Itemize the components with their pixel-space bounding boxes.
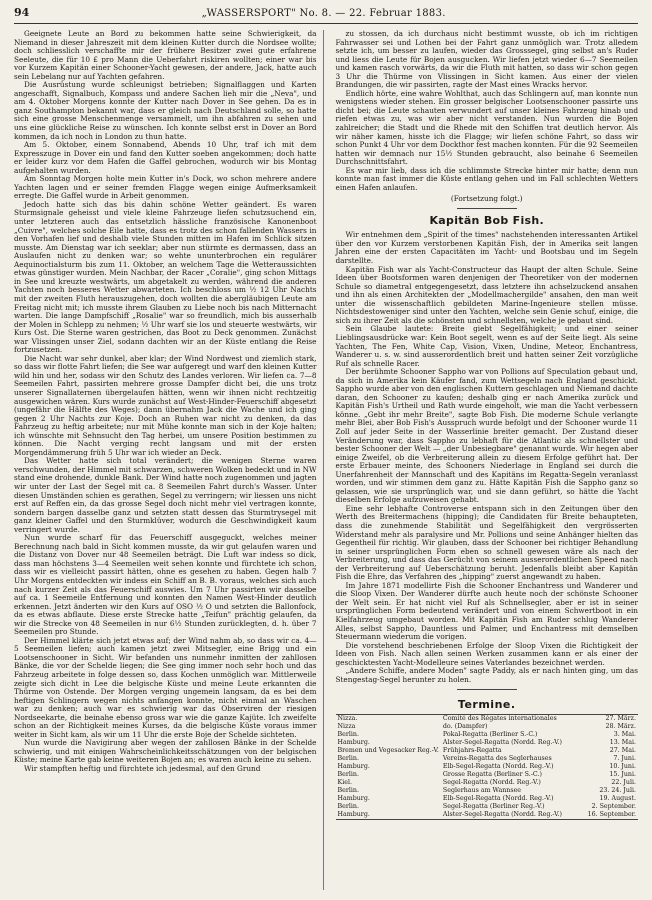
paragraph: Nun wurde scharf für das Feuerschiff ausgeguckt, welches meiner Berechnung nach bald in Sicht kommen musste, da wir gut gelaufen waren und die Distanz von Dover nur 48 Seemeilen beträgt. Die Luft war indess so dick, dass man höchstens 3—4 Seemeilen weit sehen konnte und fürchtete ich schon, dass wir es vielleicht passirt hätten, ohne es gesehen zu haben. Gegen halb 7 Uhr Morgens entdeckten wir indess ein Schiff an B. B. voraus, welches sich auch nach kurzer Zeit als das Feuerschiff auswies. Um 7 Uhr passirten wir dasselbe auf ca. 1 Seemeile Entfernung und konnten den Namen West-Hinder deutlich erkennen. Jetzt änderten wir den Kurs auf OSO ½ O und setzten die Ballonfock, da es etwas abflaute. Diese erste Strecke hatte „Teifun" prächtig gelaufen, da wir die Strecke von 48 Seemeilen in nur 6½ Stunden zurücklegten, d. h. über 7 Seemeilen pro Stunde. [14, 533, 317, 637]
paragraph: Am Sonntag Morgen holte mein Kutter in's Dock, wo schon mehrere andere Yachten lagen und er seiner fremden Flagge wegen einige Aufmerksamkeit erregte. Die Gaffel wurde in Arbeit genommen. [14, 174, 317, 201]
section-divider [457, 689, 517, 690]
termine-place: Bremen und Vegesacker Reg.-V. [337, 747, 439, 755]
termine-event: Segel-Regatta (Nordd. Reg.-V.) [442, 779, 541, 787]
paragraph: Wir entnehmen dem „Spirit of the times" nachstehenden interessanten Artikel über den vor Kurzem verstorbenen Kapitän Fish, der in Amerika seit langen Jahren eine der ersten Capacitäten im Yacht- und Bootsbau und im Segeln darstellte. [335, 230, 638, 266]
termine-date: 15. Juni. [609, 771, 636, 779]
termine-event: Elb-Segel-Regatta (Nordd. Reg.-V.) [442, 795, 554, 803]
paragraph: Im Jahre 1871 modellirte Fish die Schooner Enchantress und Wanderer und die Sloop Vixen. Der Wanderer dürfte auch heute noch der schönste Schooner der Welt sein. Er hat nicht viel Ruf als Schnellsegler, aber er ist in seiner ursprünglichen Form bedeutend verändert und von einem Schwertboot in ein Kielfahrzeug umgebaut worden. Mit Kapitän Fish am Ruder schlug Wanderer Alles, selbst Sappho, Dauntless und Palmer, und Enchantress mit demselben Steuermann wiederum die vorigen. [335, 580, 638, 642]
paragraph: Die Ausrüstung wurde schleunigst betrieben; Signalflaggen und Karten angeschafft, Signalbuch, Kompass und andere Sachen lieh mir die „Neva", und am 4. Oktober Morgens konnte der Kutter nach Dover in See gehen. Da es in ganz Southampton bekannt war, dass er gleich nach Deutschland solle, so hatte sich eine grosse Menschenmenge versammelt, um ihn abfahren zu sehen und uns eine glückliche Reise zu wünschen. Ich konnte selbst erst in Dover an Bord kommen, da ich noch in London zu thun hatte. [14, 80, 317, 141]
paragraph: Es war mir lieb, dass ich die schlimmste Strecke hinter mir hatte; denn nun konnte man fast immer die Küste entlang gehen und im Fall schlechten Wetters einen Hafen anlaufen. [335, 165, 638, 192]
termine-date: 10. Juni. [609, 763, 636, 771]
termine-date: 2. September. [591, 803, 636, 811]
termine-date: 22. Juli. [611, 779, 636, 787]
page-number: 94 [14, 6, 30, 19]
termine-row [336, 723, 639, 731]
termine-event: Elb-Segel-Regatta (Nordd. Reg.-V.) [442, 763, 554, 771]
termine-row [336, 731, 639, 739]
termine-place: Berlin. [337, 755, 359, 763]
termine-table [336, 714, 639, 820]
termine-row [336, 771, 639, 779]
termine-place: Berlin. [337, 731, 359, 739]
termine-place: Hamburg. [337, 739, 370, 747]
paragraph: Kapitän Fish war als Yacht-Constructeur das Haupt der alten Schule. Seine Ideen über Bootsformen waren denjenigen der Theoretiker von der modernen Schule so diametral entgegengesetzt, dass letztere ihn achselzuckend ansahen und ihn als einen Architekten der „Modellmachergilde" ansahen, den man weit unter die wissenschaftlich gebildeten Marine-Ingenieure stellen müsse. Nichtsdestoweniger sind unter den Yachten, welche sein Genie schuf, einige, die sich zu ihrer Zeit als die schönsten und schnellsten, welche je gebaut sind. [335, 264, 638, 325]
paragraph: Wir stampften heftig und fürchtete ich jedesmal, auf den Grund [24, 764, 261, 774]
journal-header: „WASSERSPORT" No. 8. — 22. Februar 1883. [201, 8, 446, 19]
termine-date: 13. Mai. [609, 739, 636, 747]
termine-event: Vereins-Regatta des Seglerhauses [442, 755, 552, 763]
article-title: Kapitän Bob Fish. [429, 214, 545, 228]
paragraph: „Andere Schiffe, andere Moden" sagte Paddy, als er nach hinten ging, um das Stengestag-Segel herunter zu holen. [335, 666, 638, 684]
termine-row [336, 715, 639, 724]
termine-row [336, 747, 639, 755]
termine-place: Berlin. [337, 803, 359, 811]
termine-place: Berlin. [337, 787, 359, 795]
termine-event: Alster-Segel-Regatta (Nordd. Reg.-V.) [442, 739, 563, 747]
paragraph: zu stossen, da ich durchaus nicht bestimmt wusste, ob ich im richtigen Fahrwasser sei und Lothen bei der Fahrt ganz unmöglich war. Trotz alledem setzte ich, um besser zu laufen, wieder das Grosssegel, ging selbst an's Ruder und liess die Leute für Bojen ausgucken. Wir liefen jetzt wieder 6—7 Seemeilen und kamen rasch vorwärts, da wir die Fluth mit hatten, so dass wir schon gegen 3 Uhr die Thürme von Vlissingen in Sicht kamen. Aus einer der vielen Brandungen, die wir passirten, ragte der Mast eines Wracks hervor. [335, 30, 638, 90]
termine-place: Nizza [337, 723, 356, 731]
paragraph: Das Wetter hatte sich total verändert; die wenigen Sterne waren verschwunden, der Himmel mit schwarzen, schweren Wolken bedeckt und in NW stand eine drohende, dunkle Bank. Der Wind hatte noch zugenommen und jagten wir unter der Last der Segel mit ca. 8 Seemeilen Fahrt durch's Wasser. Unter diesen Umständen schien es gerathen, Segel zu verringern; wir liessen uns nicht erst auf Reffen ein, da das grosse Segel doch nicht mehr viel vertragen konnte, sondern bargen dasselbe ganz und setzten statt dessen das Sturmtrysegel mit ganz kleiner Gaffel und den Sturmklüver, wodurch die Geschwindigkeit kaum verringert wurde. [14, 456, 317, 534]
paragraph: Sein Glaube lautete: Breite giebt Segelfähigkeit; und einer seiner Lieblingsausdrücke war: Kein Boot segelt, wenn es auf der Seite liegt. Als seine Yachten, The Fen, White Cap, Vision, Vixen, Undine, Meteor, Enchantress, Wanderer u. s. w. sind ausserordentlich breit und hatten seiner Zeit vorzügliche Ruf als schnelle Racer. [335, 324, 638, 368]
paragraph: Geeignete Leute an Bord zu bekommen hatte seine Schwierigkeit, da Niemand in dieser Jahreszeit mit dem kleinen Kutter durch die Nordsee wollte; doch schliesslich verschaffte mir der frühere Besitzer zwei gute erfahrene Seeleute, die für 10 £ pro Mann die Ueberfahrt riskiren wollten; einer war bis vor Kurzem Kapitän einer Schooner-Yacht gewesen, der andere, Jack, hatte auch sein Lebelang nur auf Yachten gefahren. [14, 30, 317, 81]
paragraph: Die vorstehend beschriebenen Erfolge der Sloop Vixen die Richtigkeit der Ideen von Fish. Nach allen seinen Werken zusammen kann er als einer der geschicktesten Yacht-Modelleure seines Vaterlandes bezeichnet werden. [335, 640, 638, 667]
termine-event: Frühjahrs-Regatta [442, 747, 502, 755]
paragraph: Nun wurde die Navigirung aber wegen der zahllosen Bänke in der Schelde schwierig, und mit einigen Wahrscheinlichkeitsschätzungen von der belgischen Küste; meine Karte gab keine weiteren Bojen an; es waren auch keine zu sehen. [14, 738, 317, 765]
termine-date: 3. Mai. [613, 731, 636, 739]
termine-event: do. (Dampfer) [442, 723, 488, 731]
termine-date: 7. Juni. [613, 755, 636, 763]
paragraph: Eine sehr lebhafte Controverse entspann sich in den Zeitungen über den Werth des Breitermachens (hipping); die Candidaten für Breite behaupteten, dass die zunehmende Stabilität und Segelfähigkeit den vergrösserten Widerstand mehr als paralysire und Mr. Pollions und seine Anhänger hielten das Gegentheil für richtig. Wir glauben, dass der Schooner bei richtiger Behandlung in seiner ursprünglichen Form eben so schnell gewesen wäre als nach der Verbreiterung, und dass das Gerücht von seinem ausserordentlichen Speed nach der Verbreiterung auf Ueberschätzung beruht. Jedenfalls bleibt aber Kapitän Fish die Ehre, das Verfahren des „hipping" zuerst angewandt zu haben. [335, 503, 638, 582]
termine-place: Nizza. [337, 715, 358, 723]
termine-row [336, 739, 639, 747]
section-divider [457, 208, 517, 209]
paragraph: Jedoch hatte sich das bis dahin schöne Wetter geändert. Es waren Sturmsignale geheisst und viele kleine Fahrzeuge liefen schutzsuchend ein, unter letzteren auch das entsetzlich hässliche französische Kanonenboot „Cuivre", welches solche Eile hatte, dass es trotz des schon fallenden Wassers in den Vorhafen lief und deshalb viele Stunden mitten im Hafen im Schlick sitzen musste. Am Dienstag war ich seeklar; aber nun stürmte es dermassen, dass an Auslaufen nicht zu denken war; so wehte ununterbrochen ein regulärer Aequinoctialsturm bis zum 11. Oktober, an welchem Tage die Wetteraussichten etwas günstiger wurden. Mein Nachbar, der Racer „Coralie", ging schon Mittags in See und kreuzte westwärts, um abgetakelt zu werden, während die anderen Yachten noch besseres Wetter abwarteten. Ich beschloss um ½ 12 Uhr Nachts mit der zweiten Fluth herauszugehen, doch wollten die abergläubigen Leute am Freitag nicht mit; ich musste ihrem Glauben zu Liebe noch bis nach Mitternacht warten. Die lange Dampfschiff „Rosalie" war so freundlich, mich bis ausserhalb der Molen in Schlepp zu nehmen; ½ Uhr warf sie los und steuerte westwärts, wir Kurs Ost. Die Sterne waren gestrichen, das Boot zu Deck genommen. Zunächst war Vlissingen unser Ziel, sodann dachten wir an der Küste entlang die Reise fortzusetzen. [14, 199, 317, 355]
termine-row [336, 787, 639, 795]
termine-date: 19. August. [599, 795, 636, 803]
termine-event: Alster-Segel-Regatta (Nordd. Reg.-V.) [442, 811, 563, 819]
termine-place: Berlin. [337, 771, 359, 779]
termine-row [336, 763, 639, 771]
termine-event: Segel-Regatta (Berliner Reg.-V.) [442, 803, 545, 811]
termine-place: Hamburg. [337, 795, 370, 803]
termine-place: Hamburg. [337, 763, 370, 771]
termine-event: Pokal-Regatta (Berliner S.-C.) [442, 731, 538, 739]
termine-row [336, 779, 639, 787]
page-header [14, 6, 638, 20]
termine-event: Comité des Régates internationales [442, 715, 557, 723]
paragraph: Am 5. Oktober, einem Sonnabend, Abends 10 Uhr, traf ich mit dem Expresszuge in Dover ein und fand den Kutter soeben angekommen; doch hatte er leider kurz vor dem Hafen die Gaffel gebrochen, wodurch wir bis Montag aufgehalten wurden. [14, 140, 317, 175]
termine-row [336, 803, 639, 811]
termine-row [336, 811, 639, 820]
termine-date: 27. Mai. [609, 747, 636, 755]
termine-event: Seglerhaus am Wannsee [442, 787, 522, 795]
termine-place: Kiel. [337, 779, 352, 787]
right-column [334, 30, 639, 890]
termine-date: 16. September. [587, 811, 636, 819]
paragraph: Der Himmel klärte sich jetzt etwas auf; der Wind nahm ab, so dass wir ca. 4—5 Seemeilen liefen; auch kamen jetzt zwei Mitsegler, eine Brigg und ein Lootsenschooner in Sicht. Wir befanden uns nunmehr inmitten der zahllosen Bänke, die vor der Schelde liegen; die See ging immer noch sehr hoch und das Fahrzeug arbeitete in folge dessen so, dass Kochen unmöglich war. Mittlerweile zeigte sich dicht in Lee die belgische Küste und meine Leute erkannten die Thürme von Ostende. Der Morgen verging ungemein langsam, da es bei dem heftigen Schlingern wegen nichts anfangen konnte, nicht einmal an Waschen war zu denken; auch war es schwierig war das Observiren der riesigen Nordseekarte, die beinahe ebenso gross war wie die ganze Kajüte. Ich zweifelte schon an der Richtigkeit meines Kurses, da die belgische Küste voraus immer weiter in Sicht kam, als wir um 11 Uhr die erste Boje der Schelde sichteten. [14, 635, 317, 739]
termine-date: 27. März. [605, 715, 636, 723]
termine-row [336, 755, 639, 763]
termine-row [336, 795, 639, 803]
continuation-note: (Fortsetzung folgt.) [450, 194, 523, 204]
header-rule [14, 23, 638, 24]
paragraph: Endlich hörte, eine wahre Wohlthat, auch das Schlingern auf, man konnte nun wenigstens wieder stehen. Ein grosser belgischer Lootsenschooner passirte uns dicht bei; die Leute schauten verwundert auf unser kleines Fahrzeug hinab und riefen etwas zu, was wir aber nicht verstanden. Nun wurden die Bojen zahlreicher; die Stadt und die Rhede mit den Schiffen trat deutlich hervor. Als wir näher kamen, hisste ich die Flagge; wir liefen schöne Fahrt, so dass wir schon Punkt 4 Uhr vor dem Dockthor fest machen konnten. Für die 92 Seemeilen hatten wir demnach nur 15½ Stunden gebraucht, also beinahe 6 Seemeilen Durchschnittsfahrt. [335, 88, 638, 167]
paragraph: Der berühmte Schooner Sappho war von Pollions auf Speculation gebaut und, da sich in Amerika kein Käufer fand, zum Wettsegeln nach England geschickt. Sappho wurde aber von den englischen Kuttern geschlagen und Niemand dachte daran, den Schooner zu kaufen; deshalb ging er nach Amerika zurück und Kapitän Fish's Urtheil und Rath wurde eingeholt, wie man die Yacht verbessern könne. „Gebt ihr mehr Breite", sagte Bob Fish. Die moderne Schule verlangte mehr Blei, aber Bob Fish's Ausspruch wurde befolgt und der Schooner wurde 11 Zoll auf jeder Seite in der Wasserlinie breiter gemacht. Der Zustand dieser Veränderung war, dass Sappho zu lebhaft für die Atlantic als schnellster und bester Schooner der Welt — „der Unbesiegbare" genannt wurde. Wir hegen aber einige Zweifel, ob die Verbreiterung allein zu diesem Erfolge geführt hat. Der erste Erbauer meinte, des Schooners Niederlage in England sei durch die Unerfahrenheit der Mannschaft und des Kapitäns im Regatta-Segeln veranlasst worden, und wir stimmen dem ganz zu. Hätte Kapitän Fish die Sappho ganz so gelassen, wie sie ursprünglich war, und sie dann geführt, so hätte die Yacht dieselben Erfolge aufzuweisen gehabt. [335, 367, 638, 505]
termine-date: 23. 24. Juli. [599, 787, 636, 795]
termine-place: Hamburg. [337, 811, 370, 819]
termine-title: Termine. [457, 698, 516, 712]
left-column [14, 30, 324, 890]
termine-date: 28. März. [605, 723, 636, 731]
termine-event: Grosse Regatta (Berliner S.-C.) [442, 771, 542, 779]
paragraph: Die Nacht war sehr dunkel, aber klar; der Wind Nordwest und ziemlich stark, so dass wir flotte Fahrt liefen; die See war aufgeregt und warf den kleinen Kutter wild hin und her, sodass wir den Schutz des Landes verloren. Wir liefen ca. 7—8 Seemeilen Fahrt, passirten mehrere grosse Dampfer dicht bei, die uns trotz unserer Signallaternen übergelaufen hätten, wenn wir ihnen nicht rechtzeitig ausgewichen wären. Kurs wurde zunächst auf West-Hinder-Feuerschiff abgesetzt (ungefähr die Hälfte des Weges); dann übernahm Jack die Wache und ich ging gegen 2 Uhr Nachts zur Koje. Doch an Ruhen war nicht zu denken, da das Fahrzeug zu heftig arbeitete; nur mit Mühe konnte man sich in der Koje halten; ich wünschte mit Sehnsucht den Tag herbei, um unsere Position bestimmen zu können. Die Nacht verging recht langsam und mit der ersten Morgendämmerung früh 5 Uhr war ich wieder an Deck. [14, 353, 317, 457]
